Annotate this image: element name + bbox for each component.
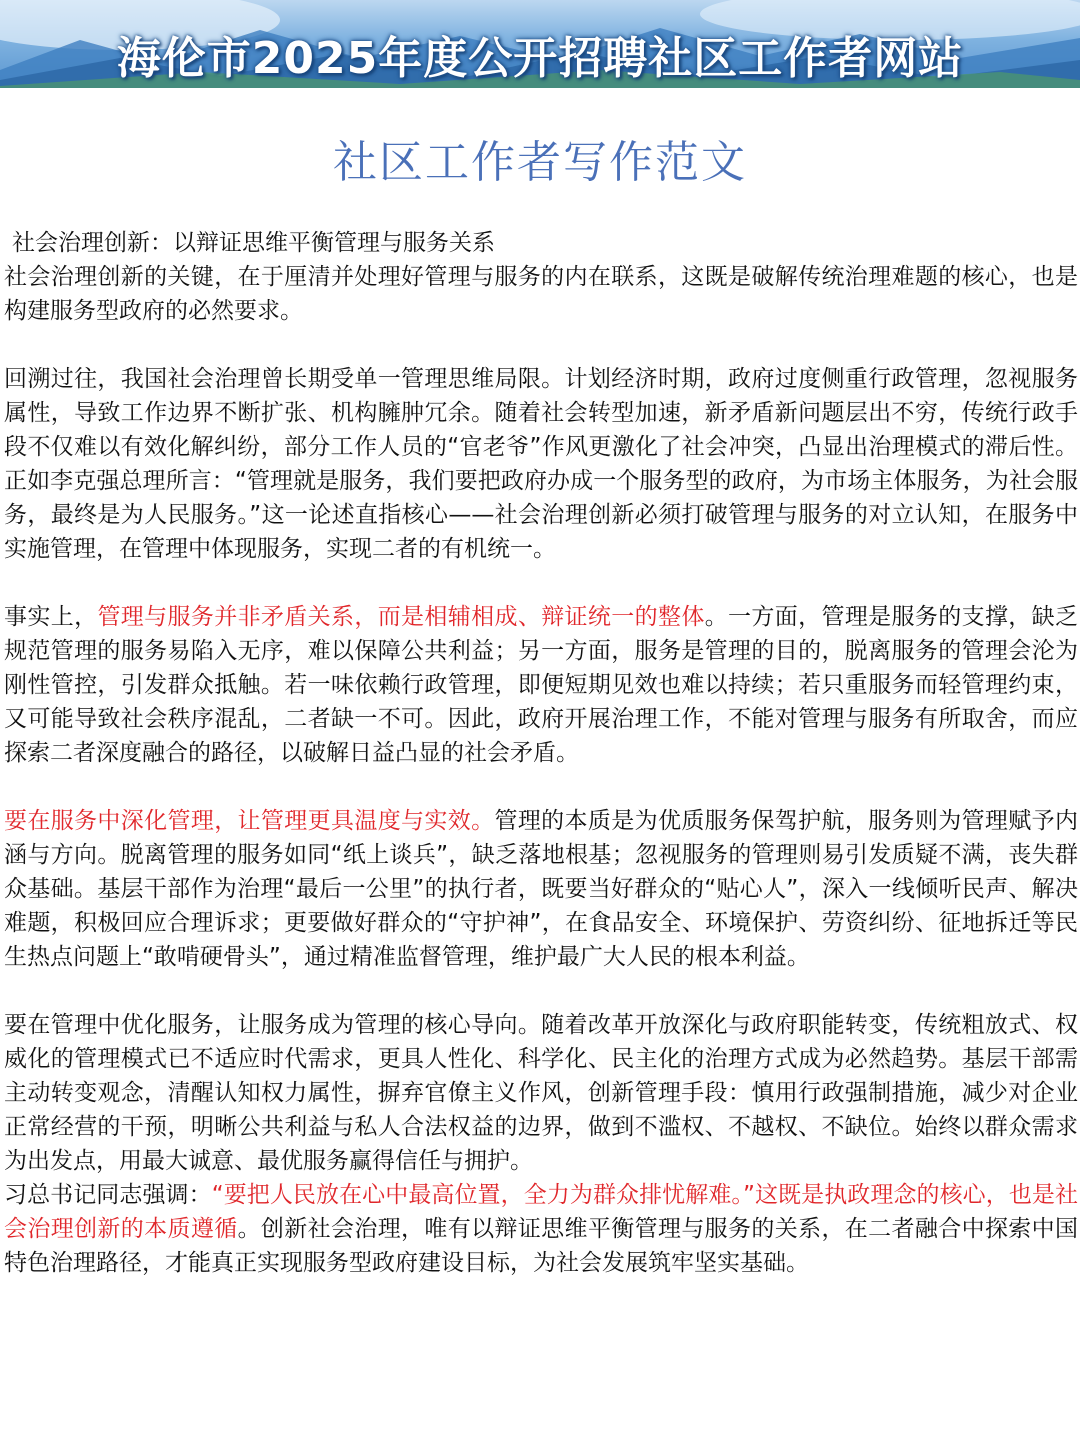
article-subheading: 社会治理创新：以辩证思维平衡管理与服务关系 (12, 230, 495, 256)
paragraph-spacer (4, 328, 1078, 362)
paragraph-dialectic (4, 600, 1078, 770)
highlight-text: 管理与服务并非矛盾关系，而是相辅相成、辩证统一的整体 (97, 604, 705, 630)
paragraph-service-management (4, 804, 1078, 974)
article-body (4, 226, 1078, 1280)
paragraph-intro: 社会治理创新的关键，在于厘清并处理好管理与服务的内在联系，这既是破解传统治理难题的核心，也是构建服务型政府的必然要求。 (4, 264, 1078, 324)
paragraph-service-management-body: 管理的本质是为优质服务保驾护航，服务则为管理赋予内涵与方向。脱离管理的服务如同“纸上谈兵”，缺乏落地根基；忽视服务的管理则易引发质疑不满，丧失群众基础。基层干部作为治理“最后一公里”的执行者，既要当好群众的“贴心人”，深入一线倾听民声、解决难题，积极回应合理诉求；更要做好群众的“守护神”，在食品安全、环境保护、劳资纠纷、征地拆迁等民生热点问题上“敢啃硬骨头”，通过精准监督管理，维护最广大人民的根本利益。 (4, 808, 1079, 970)
highlight-text: 要在服务中深化管理，让管理更具温度与实效。 (4, 808, 495, 834)
paragraph-conclusion-lead: 习总书记同志强调： (4, 1182, 212, 1208)
paragraph-spacer (4, 566, 1078, 600)
paragraph-spacer (4, 770, 1078, 804)
document-title: 社区工作者写作范文 (333, 137, 747, 188)
site-banner (0, 0, 1080, 88)
paragraph-spacer (4, 974, 1078, 1008)
highlight-text: “要把人民放在心中最高位置，全力为群众排忧解难。”这既是执政理念的核心，也是社会治理创新的本质遵循 (4, 1182, 1078, 1242)
paragraph-history: 回溯过往，我国社会治理曾长期受单一管理思维局限。计划经济时期，政府过度侧重行政管理，忽视服务属性，导致工作边界不断扩张、机构臃肿冗余。随着社会转型加速，新矛盾新问题层出不穷，传统行政手段不仅难以有效化解纠纷，部分工作人员的“官老爷”作风更激化了社会冲突，凸显出治理模式的滞后性。正如李克强总理所言：“管理就是服务，我们要把政府办成一个服务型的政府，为市场主体服务，为社会服务，最终是为人民服务。”这一论述直指核心——社会治理创新必须打破管理与服务的对立认知，在服务中实施管理，在管理中体现服务，实现二者的有机统一。 (4, 366, 1078, 562)
site-title: 海伦市2025年度公开招聘社区工作者网站 (116, 33, 964, 84)
paragraph-conclusion-body: 。创新社会治理，唯有以辩证思维平衡管理与服务的关系，在二者融合中探索中国特色治理路径，才能真正实现服务型政府建设目标，为社会发展筑牢坚实基础。 (4, 1216, 1079, 1276)
paragraph-optimize-service: 要在管理中优化服务，让服务成为管理的核心导向。随着改革开放深化与政府职能转变，传统粗放式、权威化的管理模式已不适应时代需求，更具人性化、科学化、民主化的治理方式成为必然趋势。基层干部需主动转变观念，清醒认知权力属性，摒弃官僚主义作风，创新管理手段：慎用行政强制措施，减少对企业正常经营的干预，明晰公共利益与私人合法权益的边界，做到不滥权、不越权、不缺位。始终以群众需求为出发点，用最大诚意、最优服务赢得信任与拥护。 (4, 1012, 1078, 1174)
paragraph-conclusion (4, 1178, 1078, 1280)
paragraph-dialectic-body: 。一方面，管理是服务的支撑，缺乏规范管理的服务易陷入无序，难以保障公共利益；另一方面，服务是管理的目的，脱离服务的管理会沦为刚性管控，引发群众抵触。若一味依赖行政管理，即便短期见效也难以持续；若只重服务而轻管理约束，又可能导致社会秩序混乱，二者缺一不可。因此，政府开展治理工作，不能对管理与服务有所取舍，而应探索二者深度融合的路径，以破解日益凸显的社会矛盾。 (4, 604, 1079, 766)
paragraph-dialectic-lead: 事实上， (4, 604, 98, 630)
